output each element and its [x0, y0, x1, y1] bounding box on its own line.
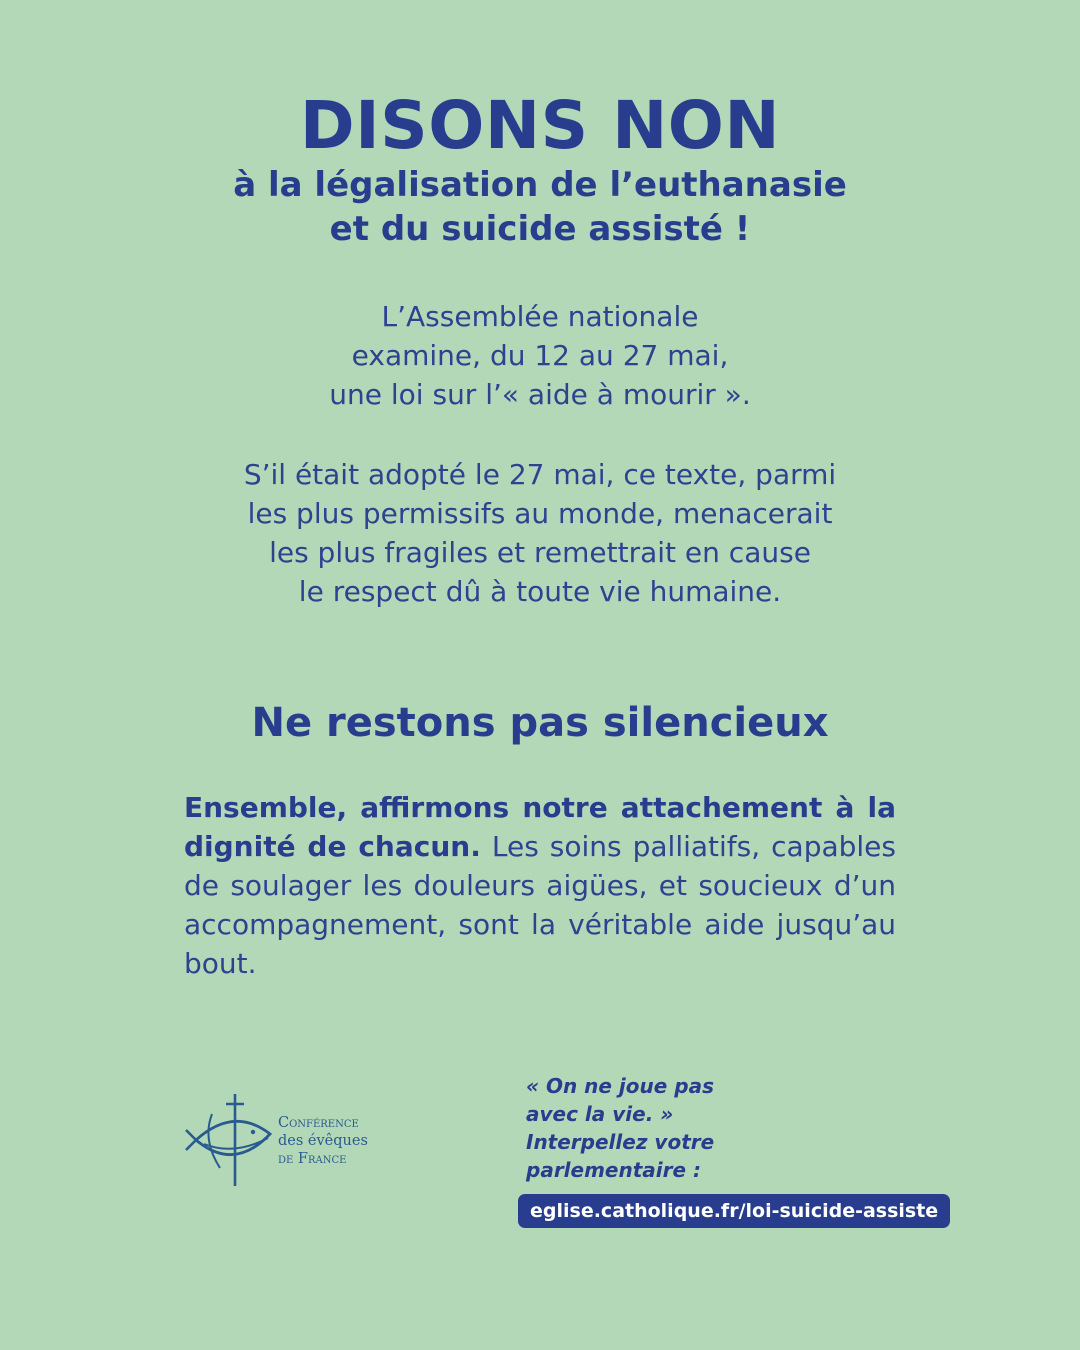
logo-line: de France: [278, 1151, 347, 1167]
body-paragraph: [184, 788, 896, 983]
logo-line: Conférence: [278, 1115, 359, 1131]
body-regular-text: Les soins palliatifs, capables de soulager les douleurs aigües, et soucieux d’un accompagnement, sont la véritable aide jusqu’au bout.: [184, 830, 896, 980]
quote-line: avec la vie. »: [526, 1102, 674, 1126]
intro-line: examine, du 12 au 27 mai,: [351, 339, 729, 372]
intro-line: le respect dû à toute vie humaine.: [298, 575, 782, 608]
quote-block: [526, 1072, 856, 1184]
logo-line: des évêques: [278, 1133, 368, 1149]
section-title: Ne restons pas silencieux: [251, 700, 829, 746]
intro-line: L’Assemblée nationale: [381, 300, 699, 333]
logo-wordmark: [278, 1114, 368, 1168]
subheadline-line: et du suicide assisté !: [329, 209, 751, 249]
headline: DISONS NON: [299, 87, 781, 164]
intro-line: une loi sur l’« aide à mourir ».: [329, 378, 751, 411]
body-bold-text: Ensemble, affirmons notre attachement à la dignité de chacun.: [184, 791, 896, 863]
intro-paragraph-1: [0, 297, 1080, 414]
subheadline: [0, 163, 1080, 251]
intro-line: les plus permissifs au monde, menacerait: [247, 497, 833, 530]
intro-line: S’il était adopté le 27 mai, ce texte, parmi: [243, 458, 837, 491]
quote-line: parlementaire :: [526, 1158, 702, 1182]
subheadline-line: à la légalisation de l’euthanasie: [233, 165, 847, 205]
quote-line: Interpellez votre: [526, 1130, 715, 1154]
url-link[interactable]: eglise.catholique.fr/loi-suicide-assiste: [518, 1194, 950, 1228]
cross-and-fish-icon: [182, 1090, 278, 1190]
quote-line: « On ne joue pas: [526, 1074, 715, 1098]
intro-line: les plus fragiles et remettrait en cause: [269, 536, 811, 569]
intro-paragraph-2: [0, 455, 1080, 611]
cef-logo: [182, 1090, 382, 1195]
